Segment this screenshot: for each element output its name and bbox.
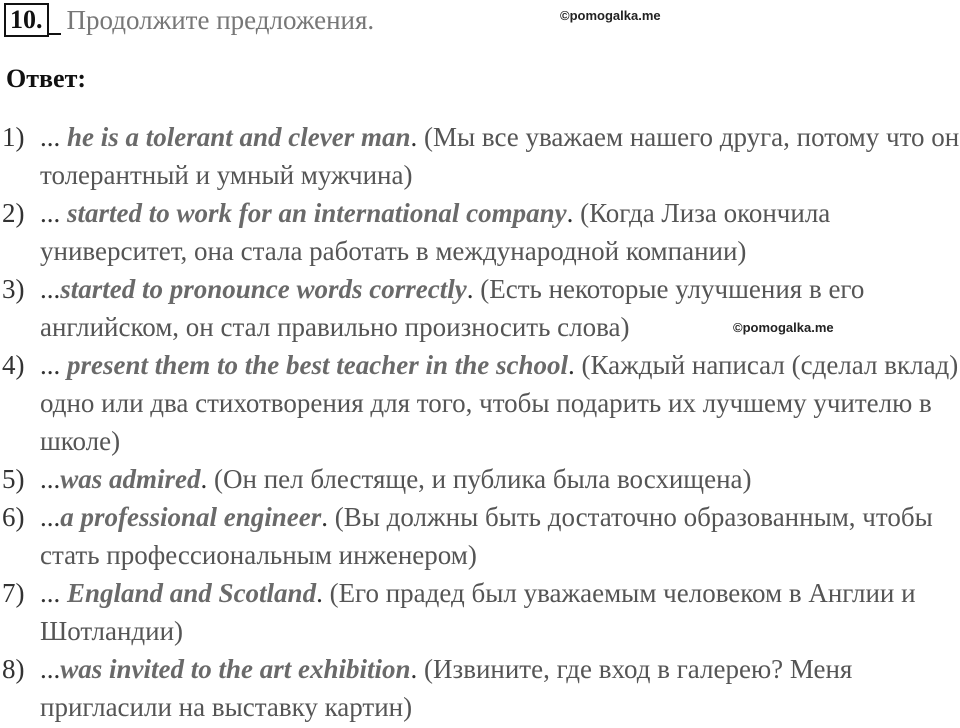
answer-translation: (Когда Лиза окончила университет, она стала работать в международной компании) <box>40 198 831 266</box>
answer-number: 8) <box>2 654 25 684</box>
answer-item: 3) ...started to pronounce words correctly. (Есть некоторые улучшения в его английском, он стал правильно произносить слова) <box>0 270 960 346</box>
answer-item: 6) ...a professional engineer. (Вы должны быть достаточно образованным, чтобы стать профессиональным инженером) <box>0 498 960 574</box>
answer-number: 6) <box>2 502 25 532</box>
answer-english: started to work for an international company <box>67 198 567 228</box>
answer-label: Ответ: <box>6 64 87 93</box>
answer-english: started to pronounce words correctly <box>60 274 467 304</box>
answer-list <box>0 118 960 726</box>
task-header <box>4 2 374 38</box>
answer-number: 2) <box>2 198 25 228</box>
answer-item: 5) ...was admired. (Он пел блестяще, и публика была восхищена) <box>0 460 960 498</box>
answer-english: was invited to the art exhibition <box>60 654 411 684</box>
answer-item: 2) ... started to work for an international company. (Когда Лиза окончила университет, она стала работать в международной компании) <box>0 194 960 270</box>
answer-item: 4) ... present them to the best teacher in the school. (Каждый написал (сделал вклад) одно или два стихотворения для того, чтобы подарить их лучшему учителю в школе) <box>0 346 960 460</box>
answer-english: a professional engineer <box>60 502 322 532</box>
task-number: 10. <box>4 3 49 37</box>
answer-english: present them to the best teacher in the school <box>67 350 569 380</box>
watermark: ©pomogalka.me <box>560 8 661 23</box>
answer-number: 4) <box>2 350 25 380</box>
answer-english: was admired <box>60 464 201 494</box>
task-prompt: Продолжите предложения. <box>66 4 375 35</box>
answer-item: 8) ...was invited to the art exhibition. (Извините, где вход в галерею? Меня пригласили на выставку картин) <box>0 650 960 726</box>
answer-english: England and Scotland <box>67 578 317 608</box>
answer-translation: (Каждый написал (сделал вклад) одно или два стихотворения для того, чтобы подарить их лучшему учителю в школе) <box>40 350 959 456</box>
answer-translation: (Есть некоторые улучшения в его английском, он стал правильно произносить слова) <box>40 274 865 342</box>
answer-number: 7) <box>2 578 25 608</box>
answer-translation: (Извините, где вход в галерею? Меня пригласили на выставку картин) <box>40 654 853 722</box>
answer-lead: ... <box>40 464 61 494</box>
answer-number: 5) <box>2 464 25 494</box>
watermark: ©pomogalka.me <box>733 320 834 335</box>
answer-translation: (Он пел блестяще, и публика была восхищена) <box>207 464 752 494</box>
answer-translation: (Вы должны быть достаточно образованным, чтобы стать профессиональным инженером) <box>40 502 933 570</box>
answer-lead: ... <box>40 198 67 228</box>
answer-english: he is a tolerant and clever man <box>67 122 411 152</box>
answer-item: 1) ... he is a tolerant and clever man. (Мы все уважаем нашего друга, потому что он толерантный и умный мужчина) <box>0 118 960 194</box>
answer-lead: ... <box>40 122 67 152</box>
answer-lead: ... <box>40 350 67 380</box>
answer-lead: ... <box>40 502 61 532</box>
answer-lead: ... <box>40 274 61 304</box>
answer-number: 3) <box>2 274 25 304</box>
answer-item: 7) ... England and Scotland. (Его прадед был уважаемым человеком в Англии и Шотландии) <box>0 574 960 650</box>
answer-translation: (Мы все уважаем нашего друга, потому что он толерантный и умный мужчина) <box>40 122 960 190</box>
answer-translation: (Его прадед был уважаемым человеком в Англии и Шотландии) <box>40 578 916 646</box>
task-number-underline <box>49 5 61 35</box>
answer-lead: ... <box>40 578 67 608</box>
answer-lead: ... <box>40 654 61 684</box>
answer-number: 1) <box>2 122 25 152</box>
